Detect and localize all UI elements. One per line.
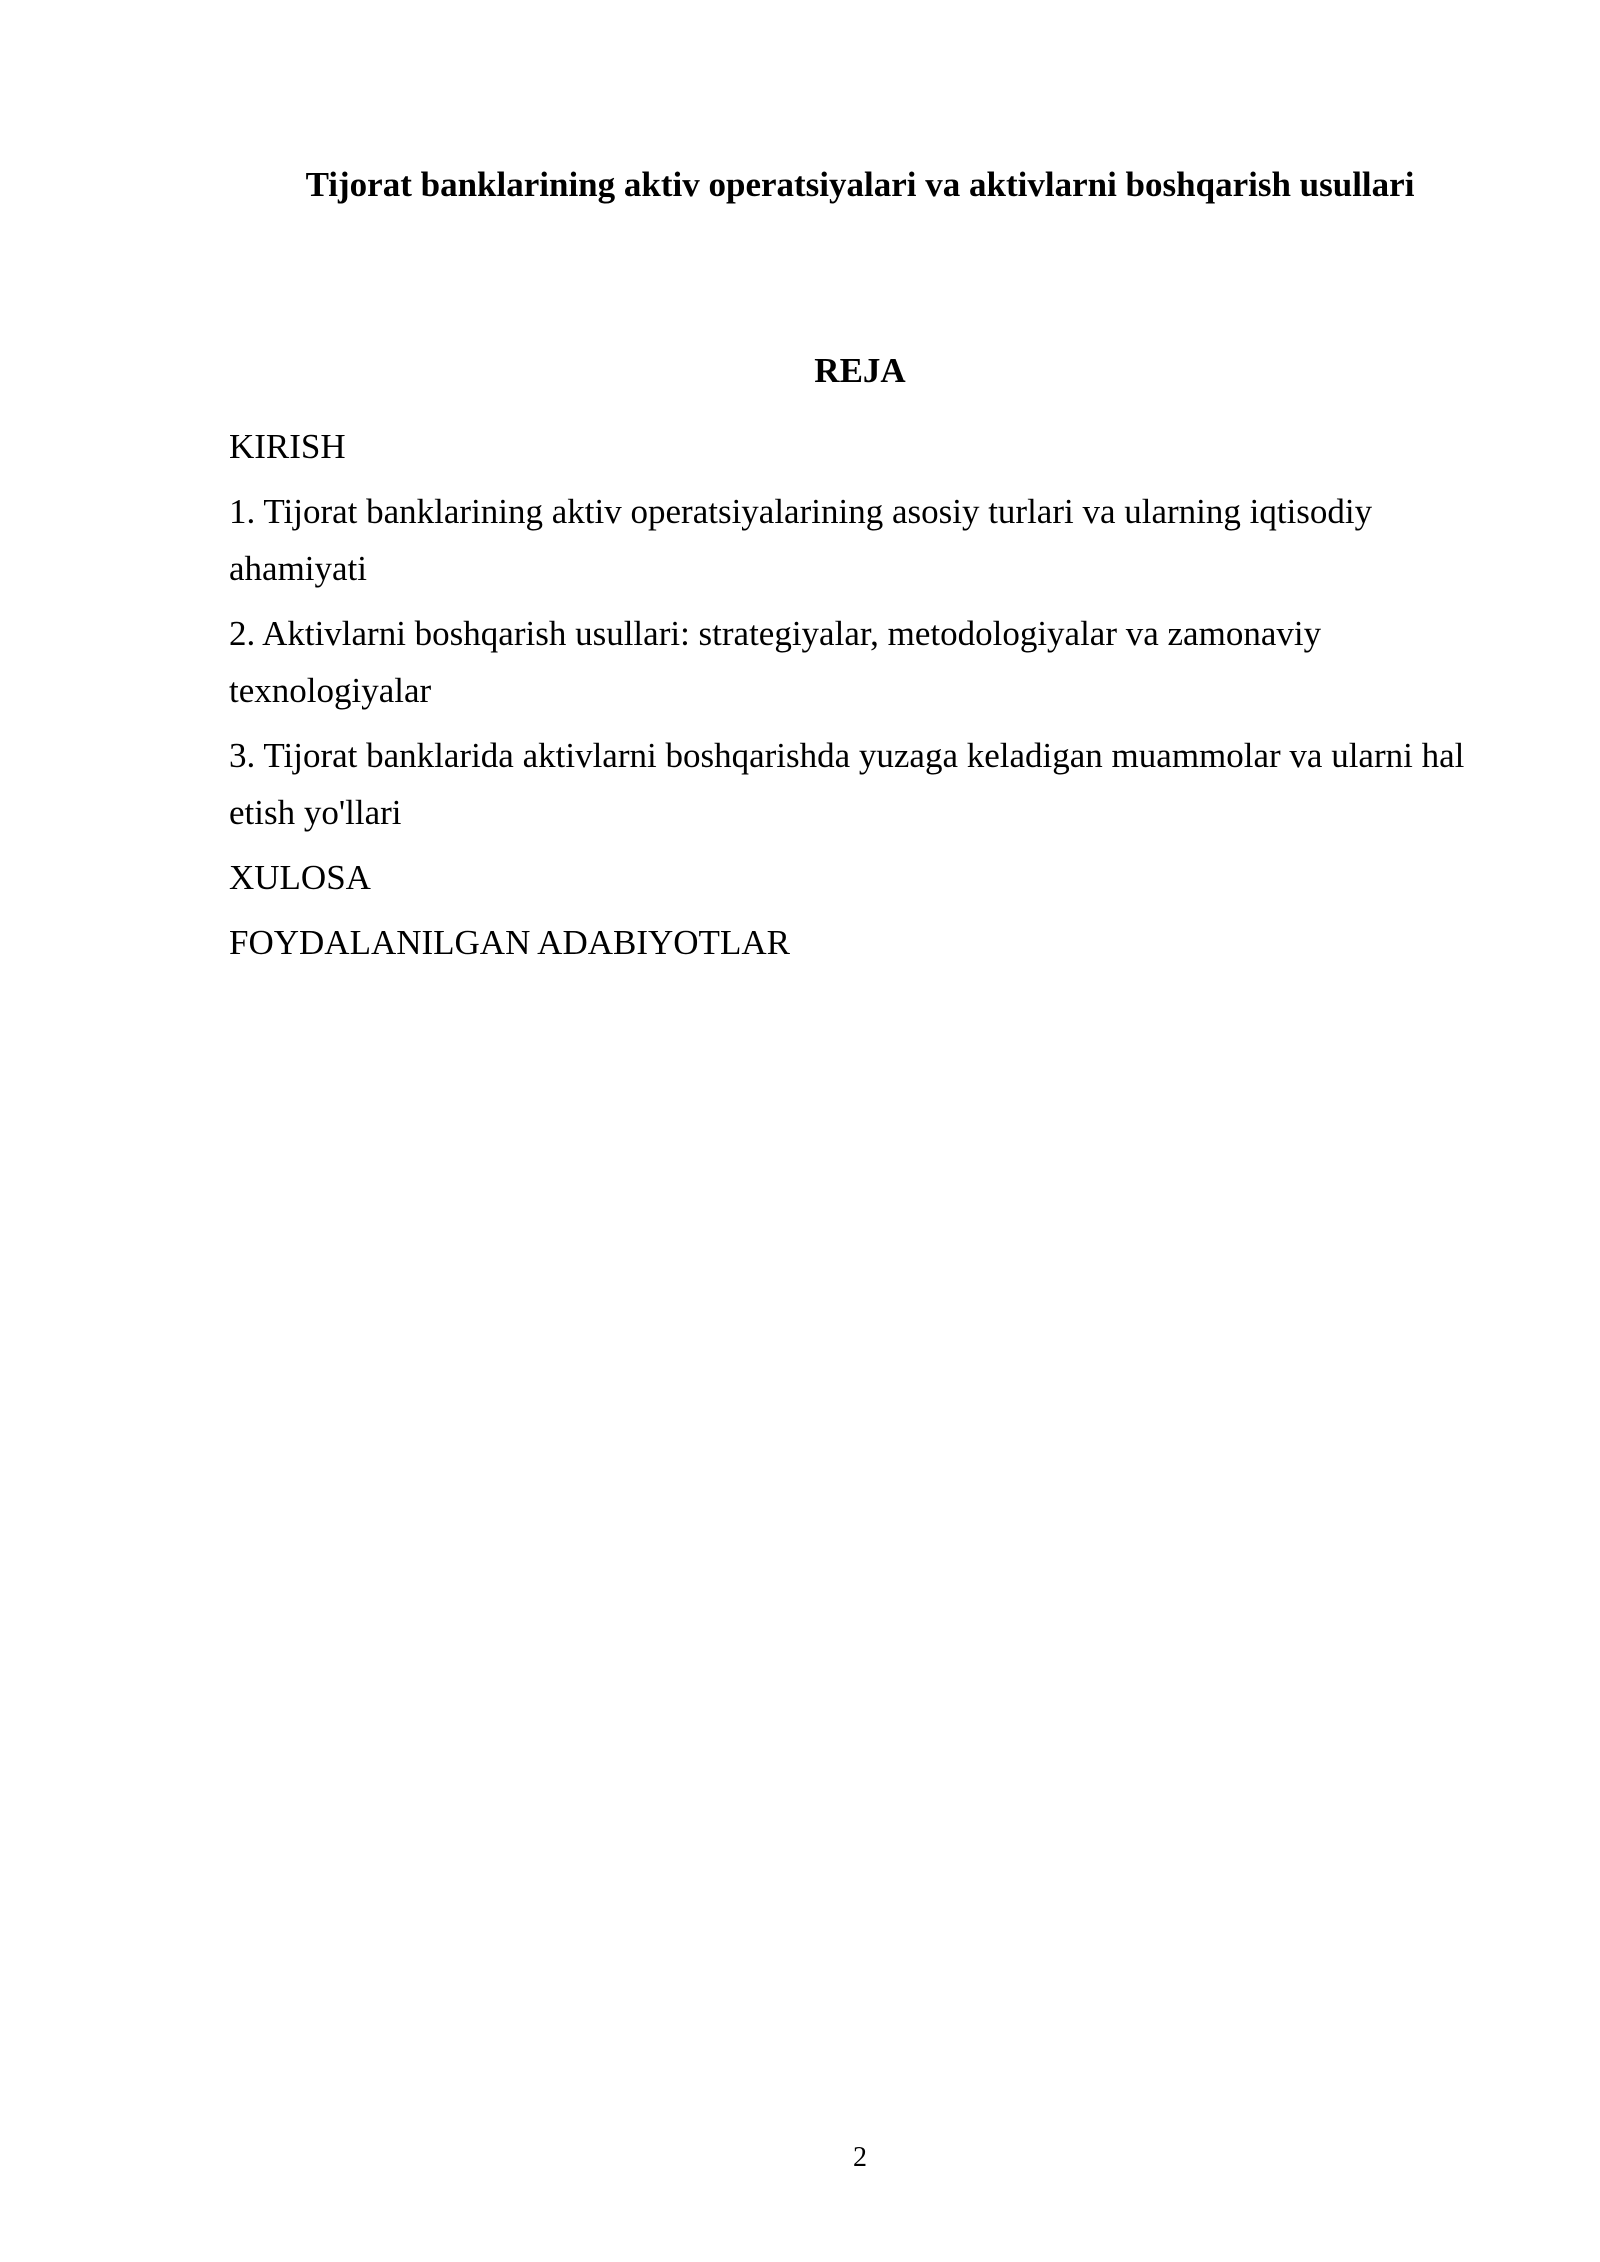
plan-heading: REJA — [814, 351, 906, 390]
toc-item-conclusion: XULOSA — [229, 858, 371, 897]
toc-item-references: FOYDALANILGAN ADABIYOTLAR — [229, 923, 790, 962]
toc-item-chapter-3: 3. Tijorat banklarida aktivlarni boshqarishda yuzaga keladigan muammolar va ularni hal etish yo'llari — [229, 736, 1465, 832]
table-of-contents — [229, 418, 1499, 979]
toc-item-introduction: KIRISH — [229, 427, 346, 466]
toc-item-chapter-2: 2. Aktivlarni boshqarish usullari: strategiyalar, metodologiyalar va zamonaviy texnologiyalar — [229, 614, 1322, 710]
page-number: 2 — [853, 2142, 867, 2173]
document-title: Tijorat banklarining aktiv operatsiyalari va aktivlarni boshqarish usullari — [305, 165, 1415, 204]
toc-item-chapter-1: 1. Tijorat banklarining aktiv operatsiyalarining asosiy turlari va ularning iqtisodiy ahamiyati — [229, 492, 1373, 588]
